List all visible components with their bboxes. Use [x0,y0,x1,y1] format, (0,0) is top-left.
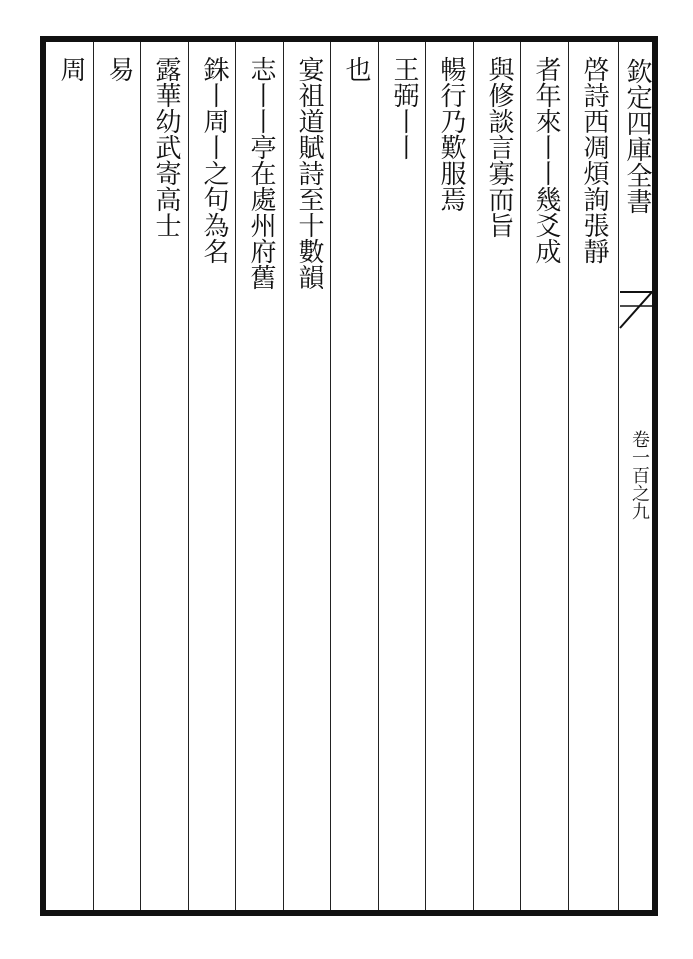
text-column-6: 也 [341,56,371,82]
column-rule [425,42,426,910]
text-column-8: 志丨丨亭在處州府舊 [246,56,276,290]
volume-label: 卷一百之九 [629,430,650,520]
frame-right-border [652,36,658,916]
margin-rule [618,42,619,910]
column-rule [473,42,474,910]
column-rule [140,42,141,910]
fish-tail-mark-icon [619,288,653,332]
text-column-5: 王弼丨丨 [389,56,419,160]
text-column-4: 暢行乃歎服焉 [436,56,466,212]
frame-top-border [40,36,658,42]
text-column-1: 啓詩西凋煩詢張靜 [579,56,609,264]
column-rule [520,42,521,910]
column-rule [188,42,189,910]
text-column-9: 銖丨周丨之句為名 [199,56,229,264]
text-column-10: 露華幼武寄高士 [151,56,181,238]
frame-left-border [40,36,46,916]
column-rule [283,42,284,910]
column-rule [330,42,331,910]
text-column-12: 周 [56,56,86,82]
column-rule [568,42,569,910]
frame-bottom-border [40,910,658,916]
book-title: 欽定四庫全書 [622,58,652,214]
column-rule [235,42,236,910]
column-rule [378,42,379,910]
text-column-7: 宴祖道賦詩至十數韻 [294,56,324,290]
text-column-2: 者年來丨丨幾爻成 [531,56,561,264]
column-rule [93,42,94,910]
text-column-3: 與修談言寡而旨 [484,56,514,238]
text-column-11: 易 [104,56,134,82]
